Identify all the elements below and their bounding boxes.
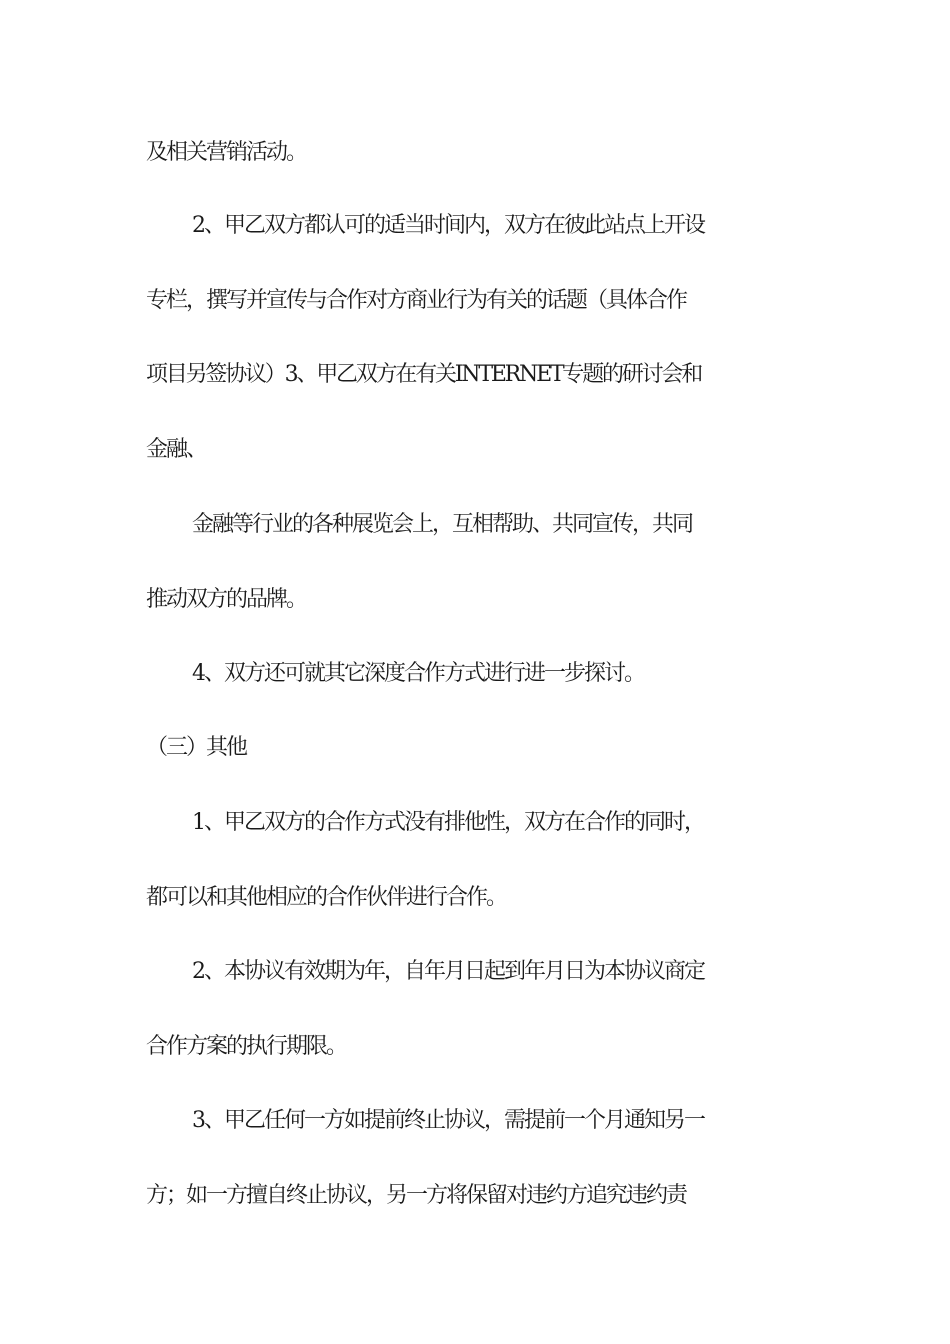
paragraph-line: 4、双方还可就其它深度合作方式进行进一步探讨。 [192,661,644,686]
paragraph-line: 金融等行业的各种展览会上，互相帮助、共同宣传，共同 [192,512,693,537]
paragraph-line: 3、甲乙任何一方如提前终止协议，需提前一个月通知另一 [192,1108,704,1133]
section-heading: （三）其他 [146,735,247,760]
paragraph-line: 2、甲乙双方都认可的适当时间内，双方在彼此站点上开设 [192,213,704,238]
paragraph-line: 项目另签协议）3、甲乙双方在有关INTERNET专题的研讨会和 [146,362,702,387]
paragraph-line: 金融、 [146,437,207,462]
paragraph-line: 及相关营销活动。 [146,140,307,165]
paragraph-line: 专栏，撰写并宣传与合作对方商业行为有关的话题（具体合作 [146,288,687,313]
paragraph-line: 推动双方的品牌。 [146,587,307,612]
paragraph-line: 合作方案的执行期限。 [146,1034,347,1059]
paragraph-line: 方；如一方擅自终止协议，另一方将保留对违约方追究违约责 [146,1183,687,1208]
paragraph-line: 2、本协议有效期为年，自年月日起到年月日为本协议商定 [192,959,704,984]
paragraph-line: 都可以和其他相应的合作伙伴进行合作。 [146,885,507,910]
paragraph-line: 1、甲乙双方的合作方式没有排他性，双方在合作的同时， [192,810,704,835]
